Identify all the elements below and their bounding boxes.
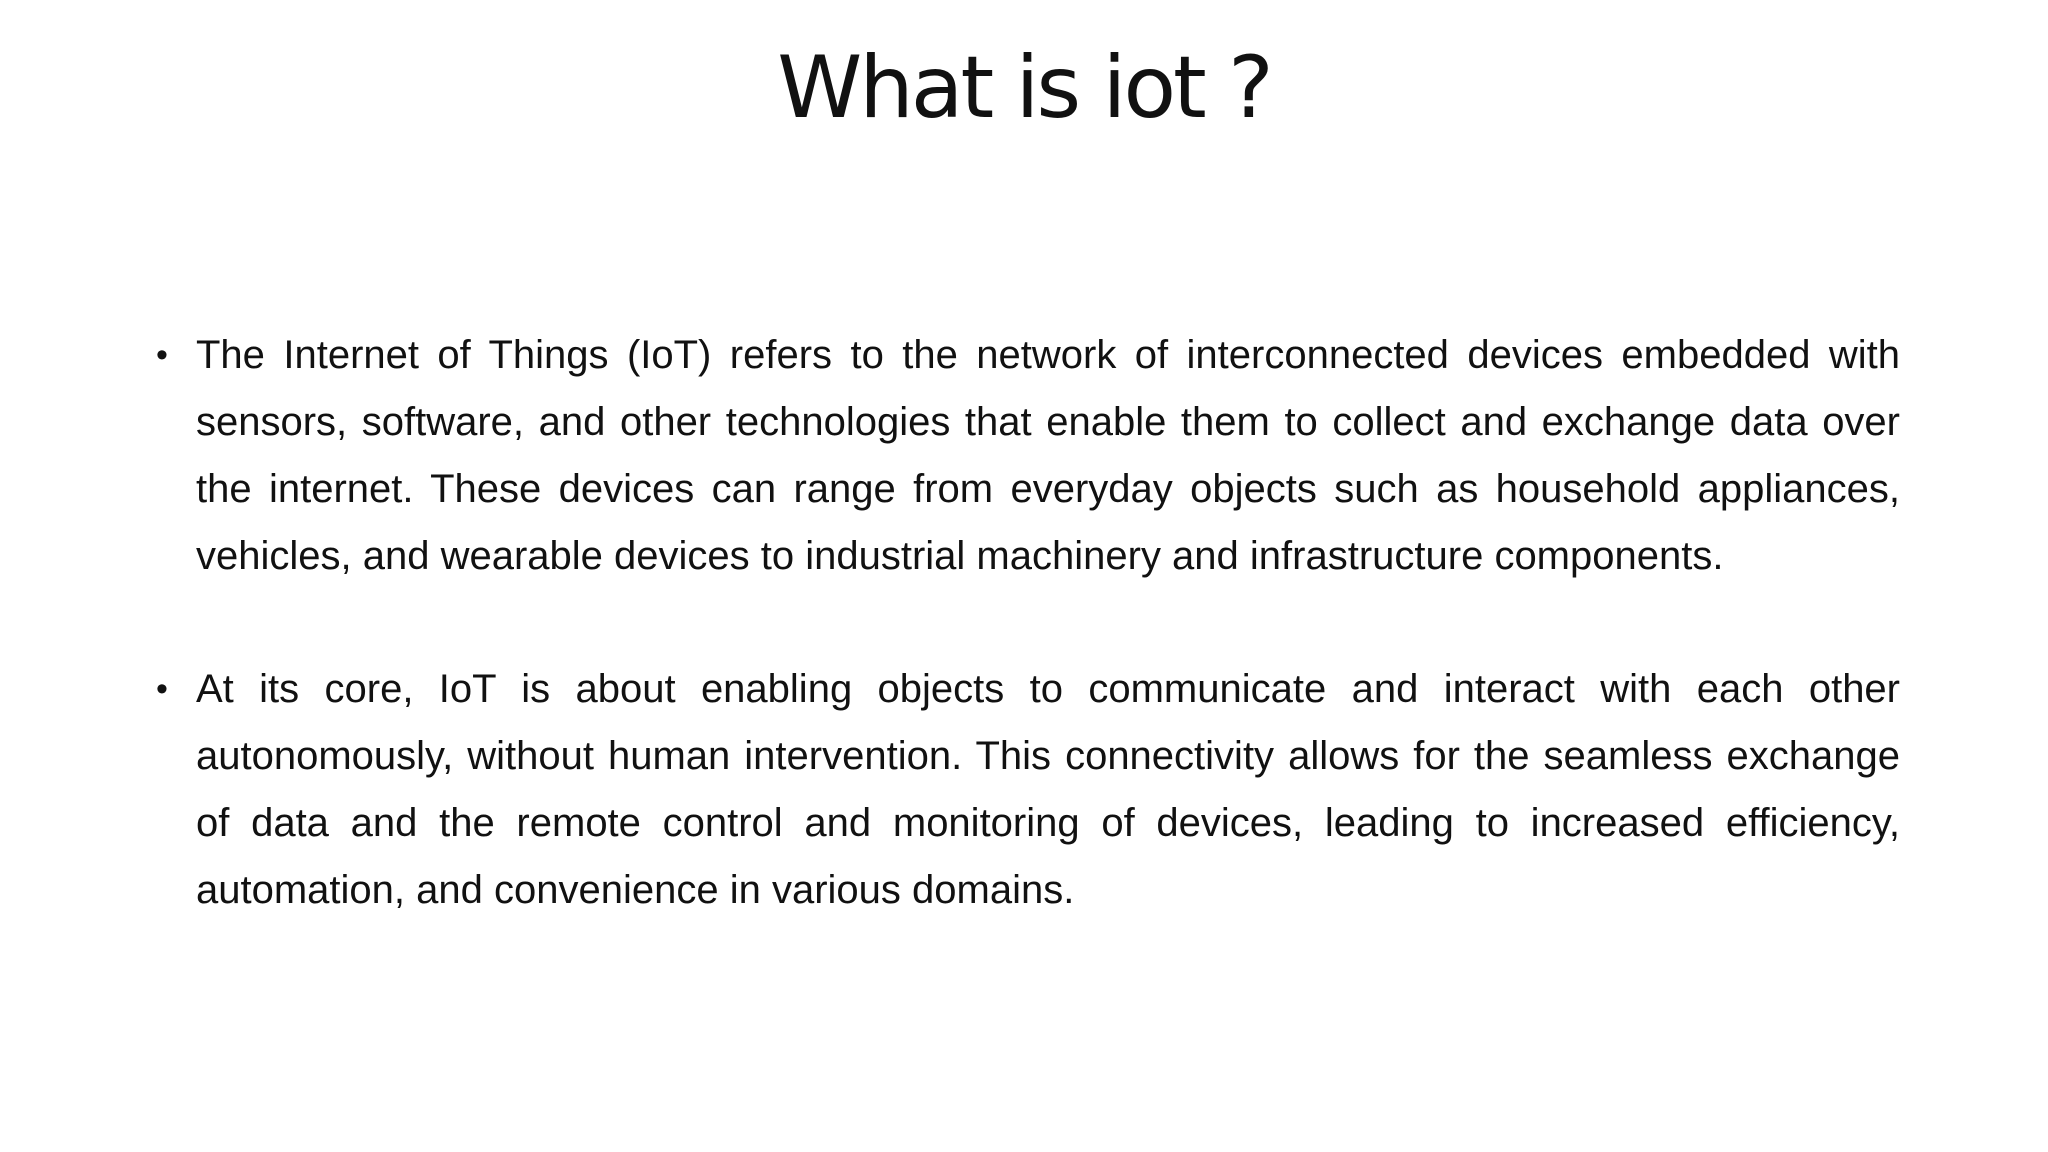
bullet-text: At its core, IoT is about enabling objects to communicate and interact with each other autonomously, without human intervention. This connectivity allows for the seamless exchange of data and the remote control and monitoring of devices, leading to increased efficiency, automation, and convenience in various domains.	[196, 667, 1900, 912]
slide-title: What is iot ?	[777, 38, 1271, 138]
bullet-icon: •	[156, 670, 168, 708]
bullet-list	[150, 322, 1900, 990]
bullet-item-iot-definition	[150, 322, 1900, 590]
bullet-item-iot-core	[150, 656, 1900, 924]
bullet-icon: •	[156, 336, 168, 374]
bullet-text: The Internet of Things (IoT) refers to the network of interconnected devices embedded with sensors, software, and other technologies that enable them to collect and exchange data over the internet. These devices can range from everyday objects such as household appliances, vehicles, and wearable devices to industrial machinery and infrastructure components.	[196, 333, 1900, 578]
